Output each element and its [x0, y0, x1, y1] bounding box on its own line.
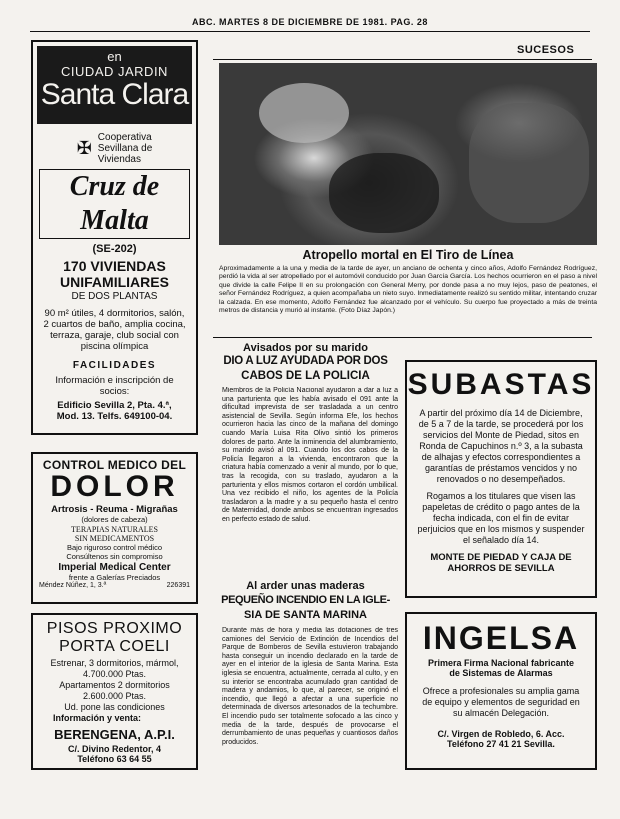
- maltese-cross-icon: ✠: [76, 138, 92, 158]
- ingelsa-sub2: de Sistemas de Alarmas: [449, 668, 553, 678]
- ad-code: (SE-202): [92, 243, 137, 255]
- dolor-t3: Bajo riguroso control médico: [66, 543, 163, 552]
- pisos-l2: 4.700.000 Ptas.: [82, 669, 147, 679]
- santa-clara-banner: [37, 46, 192, 124]
- section-rule: [213, 59, 592, 60]
- subastas-p2: Rogamos a los titulares que visen las papeletas de crédito o pago antes de la fecha indicada, con el fin de evitar perjuicios que en los mismos y suspender el señalado día 14.: [417, 491, 585, 545]
- subastas-title: SUBASTAS: [407, 368, 595, 401]
- article2-h2: CABOS DE LA POLICIA: [241, 370, 370, 382]
- ingelsa-tel: Teléfono 27 41 21 Sevilla.: [447, 739, 555, 749]
- ad-santa-clara-name: Santa Clara: [40, 78, 189, 111]
- dolor-t6: Méndez Núñez, 1, 3.ª: [39, 582, 107, 589]
- ad-addr1: Edificio Sevilla 2, Pta. 4.ª,: [57, 400, 172, 411]
- pisos-l3: Apartamentos 2 dormitorios: [59, 680, 170, 690]
- page-header: ABC. MARTES 8 DE DICIEMBRE DE 1981. PAG. 28: [192, 17, 428, 27]
- pisos-l4: 2.600.000 Ptas.: [82, 691, 147, 701]
- dolor-t4: Consúltenos sin compromiso: [66, 552, 163, 561]
- ingelsa-title: INGELSA: [422, 620, 580, 656]
- ad-santa-clara: [31, 40, 198, 435]
- article1-body: Aproximadamente a la una y media de la tarde de ayer, un anciano de ochenta y cinco años, Adolfo Fernández Rodríguez, perdió la vida al ser atropellado por el automóvil conducido por Juan García García. Los hechos ocurrieron en el paso a nivel que divide la calle Felipe II en su prolongación con General Merry, por donde pasa a no muy lejos, paso de peatones, el señor Fernández Rodríguez, a quien acompañaba un nieto suyo. Inmediatamente realizó su sentido militar, intentando cruzar la calzada. En ese momento, Adolfo Fernández fue alcanzado por el vehículo. Su cuerpo fue proyectado a más de treinta metros de distancia y murió al instante. (Foto Díaz Japón.): [219, 265, 597, 315]
- ad-ingelsa: [405, 612, 597, 770]
- article3-kicker: Al arder unas maderas: [246, 580, 365, 592]
- article3-h1: PEQUEÑO INCENDIO EN LA IGLE-: [221, 594, 390, 606]
- pisos-l1: Estrenar, 3 dormitorios, mármol,: [50, 658, 179, 668]
- cruz-de-malta-logo: Cruz de Malta: [39, 169, 190, 239]
- photo-figure: [329, 153, 439, 233]
- article2-body: Miembros de la Policía Nacional ayudaron a dar a luz a una parturienta que les había avisado el 091 ante la dificultad imprevista de ser trasladada a un centro asistencial de Sevilla. Según informa Efe, los hechos ocurrieron hacia las cinco de la mañana del domingo cuando María Luisa Rita Olivo sintió los primeros dolores de parto. Ante la inminencia del alumbramiento, su marido avisó al 091. Cuando los dos cabos de la Policía llegaron a la vivienda, encontraron que la criatura había comenzado a venir al mundo, por lo que, tras la recogida, con su traslado, ayudaron a la parturienta y ellos mismos cortaron el cordón umbilical. Una vez recibido el niño, los agentes de la Policía trasladaron a la madre y a su pequeño hasta el centro de Maternidad, donde ambos se encuentran ingresados en perfecto estado de salud.: [222, 387, 398, 523]
- ad-info: Información e inscripción de socios:: [55, 375, 174, 397]
- pisos-l6: Información y venta:: [53, 713, 142, 723]
- ad-addr2: Mod. 13. Telfs. 649100-04.: [56, 411, 173, 422]
- article1-rule: [213, 337, 592, 338]
- ingelsa-addr: C/. Virgen de Robledo, 6. Acc.: [437, 729, 565, 739]
- ad-facilidades: FACILIDADES: [72, 360, 157, 371]
- coop-line1: Cooperativa: [97, 132, 152, 143]
- pisos-title2: PORTA COELI: [59, 638, 170, 655]
- dolor-big: DOLOR: [50, 470, 179, 503]
- article2-kicker: Avisados por su marido: [243, 342, 368, 354]
- dolor-center: Imperial Medical Center: [58, 562, 171, 573]
- article3-body: Durante más de hora y media las dotaciones de tres camiones del Servicio de Extinción de Incendios del Parque de Bomberos de Sevilla estuvieron trabajando hasta conseguir un incendio declarado en la tarde de ayer en el interior de la iglesia de Santa Marina. Esta iglesia se encuentra, actualmente, cerrada al culto, y en su interior se encontraba acumulado gran cantidad de madera y andamios, lo que, al parecer, se originó el incendio, que llegó a afectar a una superficie no determinada de diversos artesonados de la techumbre. El incendio pudo ser totalmente sofocado a las cinco y media de la tarde, después de provocarse el derrumbamiento de unas pequeñas y cuantiosos daños producidos.: [222, 627, 398, 746]
- ad-headline1: 170 VIVIENDAS: [63, 258, 166, 274]
- coop-block: [33, 132, 196, 165]
- dolor-list: Artrosis - Reuma - Migrañas: [51, 504, 178, 515]
- ad-headline2: UNIFAMILIARES: [60, 274, 169, 290]
- pisos-title1: PISOS PROXIMO: [46, 620, 183, 637]
- coop-line2: Sevillana de: [97, 143, 153, 154]
- section-label: SUCESOS: [517, 44, 575, 56]
- ingelsa-sub1: Primera Firma Nacional fabricante: [427, 658, 575, 668]
- dolor-t5: frente a Galerías Preciados: [68, 573, 161, 582]
- ad-en: en: [107, 49, 122, 64]
- ad-desc: 90 m² útiles, 4 dormitorios, salón, 2 cuartos de baño, amplia cocina, terraza, garaje, club social con piscina olímpica: [43, 308, 186, 352]
- photo-highlight: [259, 83, 349, 143]
- ad-sub: DE DOS PLANTAS: [71, 291, 158, 302]
- dolor-footer: [33, 582, 196, 589]
- subastas-footer: MONTE DE PIEDAD Y CAJA DE AHORROS DE SEVILLA: [430, 552, 572, 574]
- dolor-t1: TERAPIAS NATURALES: [71, 525, 158, 534]
- header-rule: [30, 31, 590, 32]
- article3-h2: SIA DE SANTA MARINA: [243, 609, 368, 621]
- coop-line3: Viviendas: [97, 154, 141, 165]
- dolor-note: (dolores de cabeza): [81, 515, 148, 524]
- ad-pisos-porta-coeli: [31, 613, 198, 770]
- dolor-phone: 226391: [166, 582, 190, 589]
- dolor-title: CONTROL MEDICO DEL: [42, 458, 187, 472]
- pisos-company: BERENGENA, A.P.I.: [54, 727, 175, 742]
- photo-background: [469, 103, 589, 223]
- subastas-p1: A partir del próximo día 14 de Diciembre, de 5 a 7 de la tarde, se procederá por los servicios del Monte de Piedad, sitos en Ronda de Capuchinos n.º 3, a la subasta de alhajas y efectos correspondientes a garantías de préstamos vencidos y no renovados o no desempeñados.: [418, 408, 584, 484]
- article2-h1: DIO A LUZ AYUDADA POR DOS: [223, 355, 388, 367]
- accident-photo: [219, 63, 597, 245]
- ingelsa-body: Ofrece a profesionales su amplia gama de equipo y elementos de seguridad en su almacén Delegación.: [422, 686, 580, 718]
- dolor-t2: SIN MEDICAMENTOS: [74, 534, 155, 543]
- article1-headline: Atropello mortal en El Tiro de Línea: [302, 248, 514, 262]
- pisos-tel: Teléfono 63 64 55: [77, 754, 152, 764]
- pisos-addr: C/. Divino Redentor, 4: [67, 744, 161, 754]
- pisos-l5: Ud. pone las condiciones: [64, 702, 165, 712]
- ad-ciudad: CIUDAD JARDIN: [61, 64, 168, 79]
- ad-subastas: [405, 360, 597, 598]
- ad-control-dolor: [31, 452, 198, 604]
